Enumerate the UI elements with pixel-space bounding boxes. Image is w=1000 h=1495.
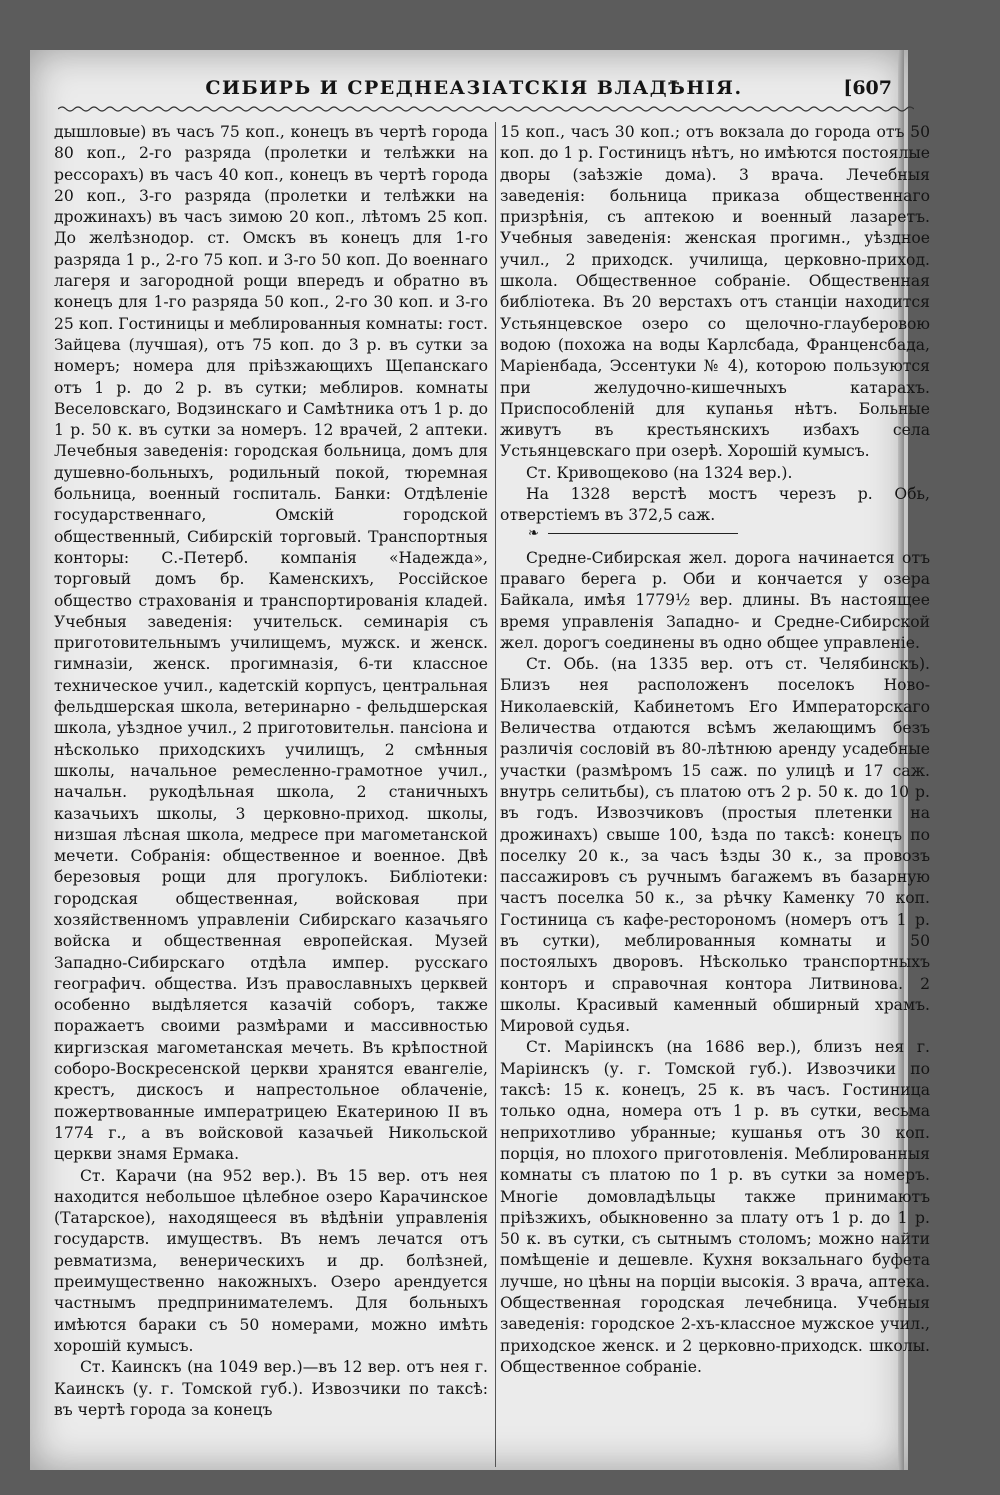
running-title: СИБИРЬ И СРЕДНЕАЗІАТСКІЯ ВЛАДѢНІЯ. [205,77,743,99]
paragraph-krivoshchekovo: Ст. Кривощеково (на 1324 вер.). [526,463,793,482]
paragraph-karachi: Ст. Карачи (на 952 вер.). Въ 15 вер. отъ нея находится небольшое цѣлебное озеро Карачинское (Татарское), находящееся въ вѣдѣніи управленія государств. имуществъ. Въ немъ лечатся отъ ревматизма, венерическихъ и др. болѣзней, преимущественно накожныхъ. Озеро арендуется частнымъ предпринимателемъ. Для больныхъ имѣются бараки съ 50 номерами, можно имѣть хорошій кумысъ. [54,1166,488,1355]
wavy-rule-ornament [58,104,914,114]
paragraph-ob-bridge: На 1328 верстѣ мостъ черезъ р. Обь, отверстіемъ въ 372,5 саж. [500,485,930,525]
left-column [54,122,488,1421]
separator-mark: ❧ [528,525,539,541]
column-divider [495,122,496,1467]
paragraph-mariinsk: Ст. Маріинскъ (на 1686 вер.), близъ нея г. Маріинскъ (у. г. Томской губ.). Извозчики по таксѣ: 15 к. конецъ, 25 к. въ часъ. Гостиница только одна, номера отъ 1 р. въ сутки, весьма неприхотливо убранные; кушанья отъ 30 коп. порція, но плохого приготовленія. Меблированныя комнаты съ платою по 1 р. въ сутки за номеръ. Многіе домовладѣльцы также принимаютъ пріѣзжихъ, обыкновенно за плату отъ 1 р. до 1 р. 50 к. въ сутки, съ сытнымъ столомъ; можно найти помѣщеніе и дешевле. Кухня вокзальнаго буфета лучше, но цѣны на порціи высокія. 3 врача, аптека. Общественная городская лечебница. Учебныя заведенія: городское 2-хъ-классное мужское учил., приходское женск. и 2 церковно-приходск. школы. Общественное собраніе. [500,1038,930,1376]
page-number: [607 [843,77,892,99]
page-header [48,75,900,103]
right-column [500,122,930,1378]
section-separator [528,525,738,541]
paragraph-ob-station: Ст. Обь. (на 1335 вер. отъ ст. Челябинскъ). Близъ нея расположенъ поселокъ Ново-Николаевскій, Кабинетомъ Его Императорскаго Величества отдаются всѣмъ желающимъ безъ различія сословій въ 80-лѣтнюю аренду усадебные участки (размѣромъ 15 саж. по улицѣ и 17 саж. внутрь селитьбы), съ платою отъ 2 р. 50 к. до 10 р. въ годъ. Извозчиковъ (простыя плетенки на дрожинахъ) свыше 100, ѣзда по таксѣ: конецъ по поселку 20 к., за часъ ѣзды 30 к., за провозъ пассажировъ съ ручнымъ багажемъ въ базарную частъ поселка 50 к., за рѣчку Каменку 70 коп. Гостиница съ кафе-ресторономъ (номеръ отъ 1 р. въ сутки), меблированныя комнаты и 50 постоялыхъ дворовъ. Нѣсколько транспортныхъ конторъ и справочная контора Литвинова. 2 школы. Красивый каменный обширный храмъ. Мировой судья. [500,655,930,1036]
paragraph-omsk-continued: дышловые) въ часъ 75 коп., конецъ въ чертѣ города 80 коп., 2-го разряда (пролетки и телѣжки на рессорахъ) въ часъ 40 коп., конецъ въ чертѣ города 20 коп., 3-го разряда (пролетки и телѣжки на дрожинахъ) въ часъ зимою 20 коп., лѣтомъ 25 коп. До желѣзнодор. ст. Омскъ въ конецъ для 1-го разряда 1 р., 2-го 75 коп. и 3-го 50 коп. До военнаго лагеря и загородной рощи впередъ и обратно въ конецъ для 1-го разряда 50 коп., 2-го 30 коп. и 3-го 25 коп. Гостиницы и меблированныя комнаты: гост. Зайцева (лучшая), отъ 75 коп. до 3 р. въ сутки за номеръ; номера для пріѣзжающихъ Щепанскаго отъ 1 р. до 2 р. въ сутки; меблиров. комнаты Веселовскаго, Водзинскаго и Самѣтника отъ 1 р. до 1 р. 50 к. въ сутки за номеръ. 12 врачей, 2 аптеки. Лечебныя заведенія: городская больница, домъ для душевно-больныхъ, родильный покой, тюремная больница, военный госпиталь. Банки: Отдѣленіе государственнаго, Омскій городской общественный, Сибирскій торговый. Транспортныя конторы: С.-Петерб. компанія «Надежда», торговый домъ бр. Каменскихъ, Россійское общество страхованія и транспортированія кладей. Учебныя заведенія: учительск. семинарія съ приготовительнымъ училищемъ, мужск. и женск. гимназіи, женск. прогимназія, 6-ти классное техническое учил., кадетскій корпусъ, центральная фельдшерская школа, ветеринарно - фельдшерская школа, уѣздное учил., 2 приготовительн. пансіона и нѣсколько приходскихъ училищъ, 2 смѣнныя школы, начальное ремесленно-грамотное учил., начальн. рукодѣльная школа, 2 станичныхъ казачьихъ школы, 3 церковно-приход. школы, низшая лѣсная школа, медресе при магометанской мечети. Собранія: общественное и военное. Двѣ березовыя рощи для прогулокъ. Библіотеки: городская общественная, войсковая при хозяйственномъ управленіи Сибирскаго казачьяго войска и общественная европейская. Музей Западно-Сибирскаго отдѣла импер. русскаго географич. общества. Изъ православныхъ церквей особенно выдѣляется казачій соборъ, также поражаетъ своими размѣрами и массивностью киргизская магометанская мечеть. Въ крѣпостной соборо-Воскресенской церкви хранятся евангеліе, крестъ, дискосъ и напрестольное облаченіе, пожертвованные императрицею Екатериною II въ 1774 г., а въ войсковой казачьей Никольской церкви знамя Ермака. [54,123,488,1164]
paragraph-middle-siberian-railway: Средне-Сибирская жел. дорога начинается отъ праваго берега р. Оби и кончается у озера Байкала, имѣя 1779½ вер. длины. Въ настоящее время управленія Западно- и Средне-Сибирской жел. дорогъ соединены въ одно общее управленіе. [500,548,930,652]
paragraph-kainsk-continued: 15 коп., часъ 30 коп.; отъ вокзала до города отъ 50 коп. до 1 р. Гостиницъ нѣтъ, но имѣются постоялые дворы (заѣзжіе дома). 3 врача. Лечебныя заведенія: больница приказа общественнаго призрѣнія, съ аптекою и военный лазаретъ. Учебныя заведенія: женская прогимн., уѣздное учил., 2 приходск. училища, церковно-приход. школа. Общественное собраніе. Общественная библіотека. Въ 20 верстахъ отъ станціи находится Устьянцевское озеро со щелочно-глауберовою водою (похожа на воды Карлсбада, Франценсбада, Маріенбада, Эссентуки № 4), которою пользуются при желудочно-кишечныхъ катарахъ. Приспособленій для купанья нѣтъ. Больные живутъ въ крестьянскихъ избахъ села Устьянцевскаго при озерѣ. Хорошій кумысъ. [500,123,930,461]
paragraph-kainsk: Ст. Каинскъ (на 1049 вер.)—въ 12 вер. отъ нея г. Каинскъ (у. г. Томской губ.). Извозчики по таксѣ: въ чертѣ города за конецъ [54,1358,488,1419]
book-page [30,50,930,1470]
